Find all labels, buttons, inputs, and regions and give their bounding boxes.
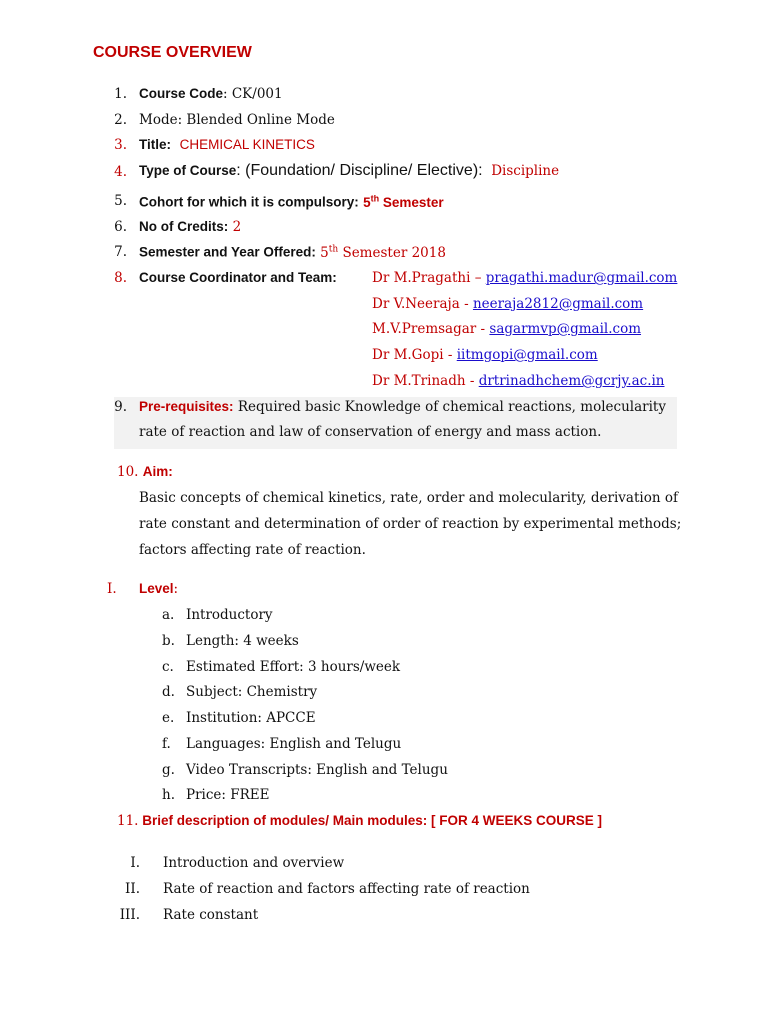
level-letter: a. bbox=[162, 607, 175, 623]
level-letter: f. bbox=[162, 736, 171, 752]
prerequisites-label: Pre-requisites bbox=[139, 399, 230, 414]
team-member-sep: – bbox=[470, 270, 486, 286]
course-type-label: Type of Course bbox=[139, 163, 237, 178]
title-value: CHEMICAL KINETICS bbox=[179, 137, 315, 152]
item-number: 9. bbox=[114, 399, 127, 415]
course-type-options: : (Foundation/ Discipline/ Elective): bbox=[236, 162, 483, 179]
level-item: Length: 4 weeks bbox=[186, 633, 299, 649]
credits-sep: : bbox=[223, 219, 229, 234]
level-item: Languages: English and Telugu bbox=[186, 736, 402, 752]
semester-value-number: 5 bbox=[320, 244, 329, 261]
item-number: 6. bbox=[114, 219, 127, 235]
cohort-label: Cohort for which it is compulsory: bbox=[139, 194, 359, 210]
team-member bbox=[372, 270, 677, 286]
cohort-value bbox=[363, 195, 444, 210]
aim-line: rate constant and determination of order of reaction by experimental methods; bbox=[139, 516, 682, 532]
course-code-label: Course Code bbox=[139, 86, 224, 101]
level-item: Estimated Effort: 3 hours/week bbox=[186, 659, 401, 675]
cohort-value-rest: Semester bbox=[379, 194, 444, 210]
level-item: Video Transcripts: English and Telugu bbox=[186, 762, 448, 778]
credits-label: No of Credits bbox=[139, 219, 224, 234]
team-member-sep: - bbox=[459, 296, 473, 312]
level-letter: e. bbox=[162, 710, 175, 726]
team-member-email-link[interactable]: neeraja2812@gmail.com bbox=[472, 296, 644, 312]
item-number: 10. bbox=[117, 464, 139, 480]
team-member-name: Dr V.Neeraja bbox=[372, 296, 460, 312]
credits-row bbox=[139, 219, 241, 235]
course-code-row bbox=[139, 86, 283, 102]
item-number: 1. bbox=[114, 86, 127, 102]
item-number: 11. bbox=[117, 813, 139, 829]
level-item: Introductory bbox=[186, 607, 273, 623]
team-member-email-link[interactable]: iitmgopi@gmail.com bbox=[456, 347, 598, 363]
team-member bbox=[372, 296, 643, 312]
level-label: Level bbox=[139, 581, 174, 596]
team-member-name: Dr M.Pragathi bbox=[372, 270, 471, 286]
aim-sep: : bbox=[168, 464, 173, 479]
aim-line: Basic concepts of chemical kinetics, rate, order and molecularity, derivation of bbox=[139, 490, 678, 506]
team-member-name: Dr M.Trinadh bbox=[372, 373, 466, 389]
page-title: COURSE OVERVIEW bbox=[93, 44, 252, 61]
team-member-email-link[interactable]: drtrinadhchem@gcrjy.ac.in bbox=[478, 373, 665, 389]
module-numeral: II. bbox=[125, 881, 140, 897]
course-type-row bbox=[139, 162, 559, 180]
level-letter: c. bbox=[162, 659, 174, 675]
title-sep: : bbox=[166, 137, 172, 152]
semester-value bbox=[320, 245, 446, 261]
item-number: 4. bbox=[114, 164, 127, 180]
level-item: Price: FREE bbox=[186, 787, 270, 803]
team-member-sep: - bbox=[465, 373, 479, 389]
modules-heading bbox=[117, 813, 602, 829]
prerequisites-line-1 bbox=[139, 399, 666, 415]
semester-value-rest: Semester 2018 bbox=[338, 244, 446, 261]
course-code-value: : CK/001 bbox=[223, 86, 283, 102]
semester-row bbox=[139, 244, 446, 261]
team-member-sep: - bbox=[476, 321, 490, 337]
item-number: 7. bbox=[114, 244, 127, 260]
prerequisites-sep: : bbox=[229, 399, 234, 414]
title-label: Title bbox=[139, 137, 167, 152]
credits-value: 2 bbox=[232, 219, 242, 235]
cohort-value-number: 5 bbox=[363, 194, 371, 210]
modules-heading-text: Brief description of modules/ Main modules: [ FOR 4 WEEKS COURSE ] bbox=[142, 813, 603, 828]
aim-heading bbox=[117, 464, 173, 480]
item-number: 8. bbox=[114, 270, 127, 286]
level-sep: : bbox=[173, 581, 179, 597]
team-member-email-link[interactable]: pragathi.madur@gmail.com bbox=[485, 270, 678, 286]
level-letter: b. bbox=[162, 633, 175, 649]
item-number: 5. bbox=[114, 193, 127, 209]
level-number: I. bbox=[107, 581, 117, 597]
item-number: 2. bbox=[114, 112, 127, 128]
team-member-name: Dr M.Gopi bbox=[372, 347, 444, 363]
cohort-row bbox=[139, 193, 444, 211]
title-row bbox=[139, 137, 315, 153]
semester-value-sup: th bbox=[328, 244, 339, 254]
team-member-email-link[interactable]: sagarmvp@gmail.com bbox=[489, 321, 642, 337]
level-letter: d. bbox=[162, 684, 175, 700]
level-item: Institution: APCCE bbox=[186, 710, 316, 726]
module-item: Introduction and overview bbox=[163, 855, 345, 871]
semester-sep: : bbox=[311, 244, 316, 260]
prerequisites-text-1: Required basic Knowledge of chemical reactions, molecularity bbox=[233, 399, 666, 415]
team-member-sep: - bbox=[443, 347, 457, 363]
module-item: Rate of reaction and factors affecting rate of reaction bbox=[163, 881, 530, 897]
mode-row: Mode: Blended Online Mode bbox=[139, 112, 335, 128]
aim-line: factors affecting rate of reaction. bbox=[139, 542, 366, 558]
level-item: Subject: Chemistry bbox=[186, 684, 318, 700]
team-member bbox=[372, 347, 598, 363]
course-type-value: Discipline bbox=[491, 163, 560, 179]
cohort-value-sup: th bbox=[370, 193, 380, 203]
level-letter: g. bbox=[162, 762, 175, 778]
module-item: Rate constant bbox=[163, 907, 259, 923]
module-numeral: I. bbox=[130, 855, 140, 871]
team-member bbox=[372, 373, 665, 389]
aim-label: Aim bbox=[142, 464, 169, 479]
item-number: 3. bbox=[114, 137, 127, 153]
coordinator-label: Course Coordinator and Team: bbox=[139, 270, 337, 285]
level-letter: h. bbox=[162, 787, 175, 803]
team-member bbox=[372, 321, 641, 337]
level-heading bbox=[139, 581, 178, 597]
prerequisites-line-2: rate of reaction and law of conservation of energy and mass action. bbox=[139, 424, 602, 440]
module-numeral: III. bbox=[119, 907, 140, 923]
team-member-name: M.V.Premsagar bbox=[372, 321, 477, 337]
semester-label: Semester and Year Offered bbox=[139, 244, 312, 260]
